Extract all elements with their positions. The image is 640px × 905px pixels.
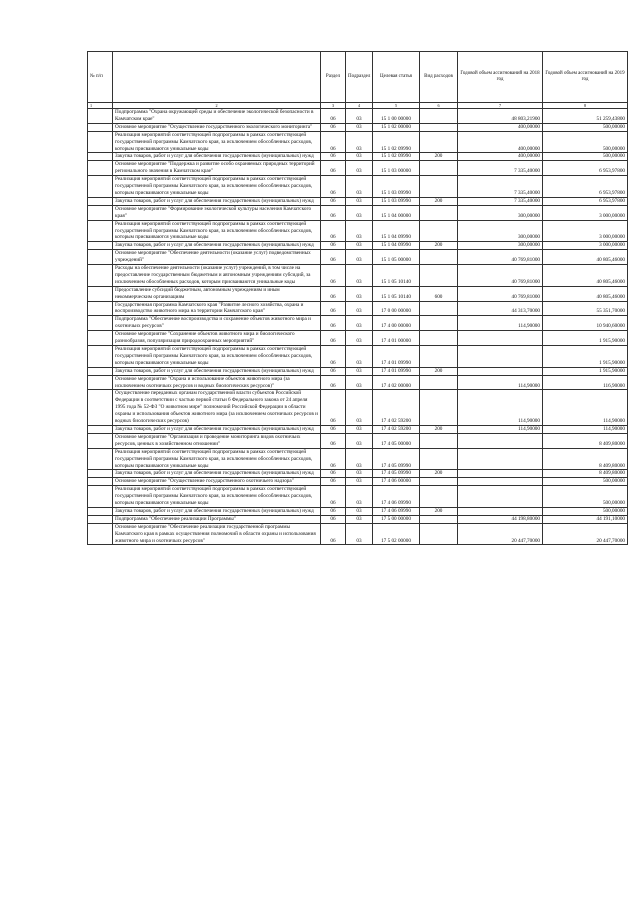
col-number: 8 — [543, 103, 628, 109]
row-expense-type — [420, 250, 458, 265]
row-expense-type — [420, 375, 458, 390]
row-amount-2019: 8 409,80000 — [543, 448, 628, 470]
row-expense-type: 200 — [420, 507, 458, 515]
row-podrazdel: 03 — [346, 153, 373, 161]
table-row — [88, 250, 628, 265]
row-name: Основное мероприятие "Охрана и использование объектов животного мира (за исключением охотничьих ресурсов и водных биологических ресурсов)" — [113, 375, 321, 390]
row-number — [88, 470, 113, 478]
row-target-article: 17 4 02 59200 — [373, 425, 420, 433]
row-number — [88, 367, 113, 375]
row-target-article: 17 0 00 00000 — [373, 301, 420, 316]
row-target-article: 17 5 02 00000 — [373, 523, 420, 545]
row-number — [88, 331, 113, 346]
table-row — [88, 507, 628, 515]
row-razdel: 06 — [321, 478, 346, 486]
row-target-article: 15 1 05 10140 — [373, 286, 420, 301]
row-expense-type: 200 — [420, 153, 458, 161]
row-expense-type — [420, 123, 458, 131]
table-row — [88, 390, 628, 426]
row-name: Основное мероприятие "Обеспечение деятельности (оказание услуг) подведомственных учреждений" — [113, 250, 321, 265]
row-target-article: 17 4 06 09990 — [373, 486, 420, 508]
table-row — [88, 478, 628, 486]
row-amount-2018: 44 198,80000 — [458, 515, 543, 523]
row-number — [88, 242, 113, 250]
row-name: Закупка товаров, работ и услуг для обеспечения государственных (муниципальных) нужд — [113, 470, 321, 478]
row-amount-2019: 1 915,90000 — [543, 346, 628, 368]
table-row — [88, 197, 628, 205]
col-number: 4 — [346, 103, 373, 109]
row-target-article: 17 5 00 00000 — [373, 515, 420, 523]
row-podrazdel: 03 — [346, 161, 373, 176]
row-name: Подпрограмма "Охрана окружающей среды и обеспечение экологической безопасности в Камчатском крае" — [113, 109, 321, 124]
row-razdel: 06 — [321, 390, 346, 426]
row-amount-2018: 20 447,70000 — [458, 523, 543, 545]
col-header-2018: Годовой объем ассигнований на 2018 год — [458, 52, 543, 103]
table-row — [88, 176, 628, 198]
row-amount-2019: 500,00000 — [543, 123, 628, 131]
row-number — [88, 220, 113, 242]
row-expense-type — [420, 486, 458, 508]
row-number — [88, 507, 113, 515]
row-number — [88, 205, 113, 220]
col-header-vr: Вид расходов — [420, 52, 458, 103]
row-podrazdel: 03 — [346, 331, 373, 346]
row-amount-2019: 20 447,70000 — [543, 523, 628, 545]
row-razdel: 06 — [321, 301, 346, 316]
row-razdel: 06 — [321, 316, 346, 331]
row-name: Основное мероприятие "Поддержка и развитие особо охраняемых природных территорий регионального значения в Камчатском крае" — [113, 161, 321, 176]
row-expense-type — [420, 478, 458, 486]
row-amount-2018: 400,00000 — [458, 123, 543, 131]
row-razdel: 06 — [321, 433, 346, 448]
row-razdel: 06 — [321, 242, 346, 250]
row-number — [88, 523, 113, 545]
row-number — [88, 286, 113, 301]
table-row — [88, 448, 628, 470]
row-expense-type — [420, 523, 458, 545]
row-name: Подпрограмма "Обеспечение реализации Программы" — [113, 515, 321, 523]
table-row — [88, 242, 628, 250]
row-target-article: 15 1 03 09990 — [373, 197, 420, 205]
row-name: Расходы на обеспечение деятельности (оказание услуг) учреждений, в том числе на предоставление государственным бюджетным и автономным учреждениям субсидий, за исключением обособленных расходов, которым присваиваются уникальные коды — [113, 265, 321, 287]
row-amount-2018: 400,00000 — [458, 153, 543, 161]
row-amount-2019: 500,00000 — [543, 131, 628, 153]
row-expense-type — [420, 205, 458, 220]
row-podrazdel: 03 — [346, 470, 373, 478]
row-name: Предоставление субсидий бюджетным, автономным учреждениям и иным некоммерческим организациям — [113, 286, 321, 301]
row-amount-2019: 116,90000 — [543, 375, 628, 390]
row-amount-2019: 6 953,97800 — [543, 161, 628, 176]
row-number — [88, 123, 113, 131]
row-name: Закупка товаров, работ и услуг для обеспечения государственных (муниципальных) нужд — [113, 507, 321, 515]
row-podrazdel: 03 — [346, 176, 373, 198]
row-amount-2019: 51 259,43800 — [543, 109, 628, 124]
row-amount-2019: 114,90000 — [543, 425, 628, 433]
table-row — [88, 301, 628, 316]
row-amount-2018: 7 335,40000 — [458, 197, 543, 205]
table-row — [88, 265, 628, 287]
row-amount-2018: 44 313,70000 — [458, 301, 543, 316]
row-razdel: 06 — [321, 367, 346, 375]
row-target-article: 17 4 01 09990 — [373, 346, 420, 368]
col-header-razdel: Раздел — [321, 52, 346, 103]
row-number — [88, 390, 113, 426]
row-podrazdel: 03 — [346, 316, 373, 331]
row-amount-2019: 500,00000 — [543, 478, 628, 486]
row-number — [88, 197, 113, 205]
row-target-article: 17 4 00 00000 — [373, 316, 420, 331]
row-expense-type — [420, 316, 458, 331]
row-razdel: 06 — [321, 161, 346, 176]
row-podrazdel: 03 — [346, 486, 373, 508]
row-target-article: 15 1 00 00000 — [373, 109, 420, 124]
row-target-article: 17 4 06 00000 — [373, 478, 420, 486]
row-podrazdel: 03 — [346, 375, 373, 390]
row-expense-type — [420, 109, 458, 124]
row-podrazdel: 03 — [346, 346, 373, 368]
row-expense-type: 200 — [420, 425, 458, 433]
row-target-article: 15 1 05 10140 — [373, 265, 420, 287]
col-number: 3 — [321, 103, 346, 109]
table-row — [88, 109, 628, 124]
col-header-name — [113, 52, 321, 103]
row-number — [88, 478, 113, 486]
row-expense-type — [420, 176, 458, 198]
col-number: 2 — [113, 103, 321, 109]
row-amount-2018: 300,00000 — [458, 220, 543, 242]
row-podrazdel: 03 — [346, 286, 373, 301]
row-amount-2018: 300,00000 — [458, 242, 543, 250]
row-amount-2019: 114,90000 — [543, 390, 628, 426]
col-number: 1 — [88, 103, 113, 109]
row-amount-2019: 40 805,46000 — [543, 265, 628, 287]
row-target-article: 15 1 04 00000 — [373, 205, 420, 220]
row-podrazdel: 03 — [346, 425, 373, 433]
row-amount-2018 — [458, 331, 543, 346]
row-number — [88, 153, 113, 161]
row-razdel: 06 — [321, 523, 346, 545]
row-expense-type: 200 — [420, 242, 458, 250]
row-expense-type — [420, 265, 458, 287]
row-amount-2019: 6 953,97800 — [543, 176, 628, 198]
row-razdel: 06 — [321, 153, 346, 161]
row-number — [88, 301, 113, 316]
row-razdel: 06 — [321, 197, 346, 205]
row-target-article: 15 1 02 09990 — [373, 153, 420, 161]
header-row — [88, 52, 628, 103]
row-expense-type — [420, 515, 458, 523]
row-name: Закупка товаров, работ и услуг для обеспечения государственных (муниципальных) нужд — [113, 153, 321, 161]
row-expense-type: 600 — [420, 286, 458, 301]
row-name: Закупка товаров, работ и услуг для обеспечения государственных (муниципальных) нужд — [113, 425, 321, 433]
row-expense-type — [420, 131, 458, 153]
row-amount-2019: 1 915,90000 — [543, 367, 628, 375]
row-name: Осуществление переданных органам государственной власти субъектов Российской Федерации в соответствии с частью первой статьи 6 Федерального закона от 24 апреля 1995 года № 52-ФЗ "О животном мире" полномочий Российской Федерации в области охраны и использования объектов животного мира (за исключением охотничьих ресурсов и водных биологических ресурсов) — [113, 390, 321, 426]
row-razdel: 06 — [321, 470, 346, 478]
row-razdel: 06 — [321, 515, 346, 523]
row-target-article: 17 4 02 00000 — [373, 375, 420, 390]
row-amount-2019: 6 953,97800 — [543, 197, 628, 205]
row-podrazdel: 03 — [346, 123, 373, 131]
row-amount-2019: 40 805,46000 — [543, 286, 628, 301]
row-amount-2019: 44 191,10000 — [543, 515, 628, 523]
row-number — [88, 250, 113, 265]
row-amount-2018: 7 335,40000 — [458, 161, 543, 176]
row-razdel: 06 — [321, 425, 346, 433]
row-amount-2019: 55 351,70000 — [543, 301, 628, 316]
table-row — [88, 123, 628, 131]
row-razdel: 06 — [321, 250, 346, 265]
row-amount-2018: 114,90000 — [458, 375, 543, 390]
row-amount-2018: 40 769,81000 — [458, 250, 543, 265]
row-amount-2019: 40 805,46000 — [543, 250, 628, 265]
row-razdel: 06 — [321, 109, 346, 124]
row-name: Реализация мероприятий соответствующей подпрограммы в рамках соответствующей государственной программы Камчатского края, за исключением обособленных расходов, которым присваиваются уникальные коды — [113, 176, 321, 198]
row-expense-type — [420, 346, 458, 368]
row-name: Основное мероприятие "Обеспечение реализации государственной программы Камчатского края в рамках осуществления полномочий в области охраны и использования животного мира и охотничьих ресурсов" — [113, 523, 321, 545]
row-number — [88, 131, 113, 153]
row-podrazdel: 03 — [346, 220, 373, 242]
row-amount-2018 — [458, 507, 543, 515]
row-name: Государственная программа Камчатского края "Развитие лесного хозяйства, охрана и воспроизводство животного мира на территории Камчатского края" — [113, 301, 321, 316]
row-target-article: 17 4 01 00000 — [373, 331, 420, 346]
row-name: Закупка товаров, работ и услуг для обеспечения государственных (муниципальных) нужд — [113, 242, 321, 250]
row-number — [88, 161, 113, 176]
row-number — [88, 265, 113, 287]
row-target-article: 15 1 03 09990 — [373, 176, 420, 198]
row-podrazdel: 03 — [346, 265, 373, 287]
table-row — [88, 515, 628, 523]
row-podrazdel: 03 — [346, 250, 373, 265]
row-amount-2018 — [458, 478, 543, 486]
row-amount-2019: 500,00000 — [543, 507, 628, 515]
row-podrazdel: 03 — [346, 109, 373, 124]
row-podrazdel: 03 — [346, 367, 373, 375]
col-number: 5 — [373, 103, 420, 109]
row-target-article: 17 4 05 09990 — [373, 470, 420, 478]
row-amount-2018: 300,00000 — [458, 205, 543, 220]
row-number — [88, 176, 113, 198]
row-expense-type: 200 — [420, 197, 458, 205]
row-amount-2019: 8 409,80000 — [543, 470, 628, 478]
row-razdel: 06 — [321, 507, 346, 515]
table-row — [88, 425, 628, 433]
row-podrazdel: 03 — [346, 301, 373, 316]
row-amount-2018: 400,00000 — [458, 131, 543, 153]
col-number: 7 — [458, 103, 543, 109]
row-podrazdel: 03 — [346, 448, 373, 470]
row-target-article: 17 4 05 09990 — [373, 448, 420, 470]
row-amount-2018: 48 803,21900 — [458, 109, 543, 124]
col-number: 6 — [420, 103, 458, 109]
row-name: Реализация мероприятий соответствующей подпрограммы в рамках соответствующей государственной программы Камчатского края, за исключением обособленных расходов, которым присваиваются уникальные коды — [113, 448, 321, 470]
row-amount-2019: 3 000,00000 — [543, 242, 628, 250]
row-razdel: 06 — [321, 131, 346, 153]
row-name: Реализация мероприятий соответствующей подпрограммы в рамках соответствующей государственной программы Камчатского края, за исключением обособленных расходов, которым присваиваются уникальные коды — [113, 131, 321, 153]
row-razdel: 06 — [321, 123, 346, 131]
row-name: Реализация мероприятий соответствующей подпрограммы в рамках соответствующей государственной программы Камчатского края, за исключением обособленных расходов, которым присваиваются уникальные коды — [113, 220, 321, 242]
row-amount-2019: 10 940,60000 — [543, 316, 628, 331]
row-podrazdel: 03 — [346, 523, 373, 545]
row-amount-2018 — [458, 448, 543, 470]
row-target-article: 15 1 04 09990 — [373, 220, 420, 242]
row-razdel: 06 — [321, 265, 346, 287]
row-podrazdel: 03 — [346, 433, 373, 448]
budget-table — [87, 51, 628, 545]
row-number — [88, 375, 113, 390]
row-target-article: 15 1 04 09990 — [373, 242, 420, 250]
row-razdel: 06 — [321, 375, 346, 390]
row-name: Основное мероприятие "Организация и проведение мониторинга видов охотничьих ресурсов, ценных в хозяйственном отношении" — [113, 433, 321, 448]
row-amount-2018 — [458, 470, 543, 478]
row-expense-type — [420, 390, 458, 426]
row-name: Закупка товаров, работ и услуг для обеспечения государственных (муниципальных) нужд — [113, 367, 321, 375]
row-target-article: 15 1 05 00000 — [373, 250, 420, 265]
row-podrazdel: 03 — [346, 515, 373, 523]
col-header-target: Целевая статья — [373, 52, 420, 103]
row-razdel: 06 — [321, 220, 346, 242]
row-expense-type — [420, 433, 458, 448]
row-podrazdel: 03 — [346, 205, 373, 220]
row-podrazdel: 03 — [346, 478, 373, 486]
row-name: Подпрограмма "Обеспечение воспроизводства и сохранение объектов животного мира и охотничьих ресурсов" — [113, 316, 321, 331]
row-podrazdel: 03 — [346, 197, 373, 205]
table-row — [88, 131, 628, 153]
table-row — [88, 331, 628, 346]
row-amount-2018 — [458, 367, 543, 375]
row-podrazdel: 03 — [346, 242, 373, 250]
row-expense-type — [420, 161, 458, 176]
row-target-article: 17 4 02 59200 — [373, 390, 420, 426]
row-number — [88, 448, 113, 470]
row-amount-2019: 3 000,00000 — [543, 205, 628, 220]
row-razdel: 06 — [321, 486, 346, 508]
row-amount-2018: 114,90000 — [458, 425, 543, 433]
row-podrazdel: 03 — [346, 507, 373, 515]
row-amount-2018 — [458, 486, 543, 508]
row-number — [88, 486, 113, 508]
row-name: Основное мероприятие "Осуществление государственного охотничьего надзора" — [113, 478, 321, 486]
table-row — [88, 367, 628, 375]
col-header-num: № п/п — [88, 52, 113, 103]
row-amount-2018: 40 769,81000 — [458, 265, 543, 287]
row-amount-2019: 500,00000 — [543, 153, 628, 161]
row-amount-2018 — [458, 346, 543, 368]
row-target-article: 17 4 05 00000 — [373, 433, 420, 448]
row-name: Основное мероприятие "Сохранение объектов животного мира и биологического разнообразия, популяризация природоохранных мероприятий" — [113, 331, 321, 346]
row-razdel: 06 — [321, 286, 346, 301]
row-podrazdel: 03 — [346, 390, 373, 426]
row-razdel: 06 — [321, 331, 346, 346]
table-row — [88, 346, 628, 368]
col-header-2019: Годовой объем ассигнований на 2019 год — [543, 52, 628, 103]
row-expense-type: 200 — [420, 367, 458, 375]
row-number — [88, 433, 113, 448]
row-target-article: 15 1 02 00000 — [373, 123, 420, 131]
row-razdel: 06 — [321, 176, 346, 198]
row-amount-2018 — [458, 433, 543, 448]
row-target-article: 17 4 06 09990 — [373, 507, 420, 515]
row-number — [88, 316, 113, 331]
table-row — [88, 286, 628, 301]
table-row — [88, 486, 628, 508]
table-row — [88, 316, 628, 331]
row-amount-2019: 1 915,90000 — [543, 331, 628, 346]
row-number — [88, 515, 113, 523]
table-row — [88, 220, 628, 242]
row-expense-type: 200 — [420, 470, 458, 478]
row-name: Реализация мероприятий соответствующей подпрограммы в рамках соответствующей государственной программы Камчатского края, за исключением обособленных расходов, которым присваиваются уникальные коды — [113, 486, 321, 508]
table-body — [88, 109, 628, 545]
row-amount-2019: 3 000,00000 — [543, 220, 628, 242]
row-name: Закупка товаров, работ и услуг для обеспечения государственных (муниципальных) нужд — [113, 197, 321, 205]
table-row — [88, 523, 628, 545]
row-name: Реализация мероприятий соответствующей подпрограммы в рамках соответствующей государственной программы Камчатского края, за исключением обособленных расходов, которым присваиваются уникальные коды — [113, 346, 321, 368]
row-name: Основное мероприятие "Формирование экологической культуры населения Камчатского края" — [113, 205, 321, 220]
row-number — [88, 425, 113, 433]
table-row — [88, 375, 628, 390]
row-razdel: 06 — [321, 448, 346, 470]
row-number — [88, 109, 113, 124]
table-row — [88, 161, 628, 176]
row-target-article: 15 1 03 00000 — [373, 161, 420, 176]
row-expense-type — [420, 301, 458, 316]
row-amount-2019: 500,00000 — [543, 486, 628, 508]
row-podrazdel: 03 — [346, 131, 373, 153]
table-row — [88, 205, 628, 220]
table-row — [88, 470, 628, 478]
row-amount-2019: 8 409,80000 — [543, 433, 628, 448]
row-expense-type — [420, 448, 458, 470]
row-razdel: 06 — [321, 205, 346, 220]
row-name: Основное мероприятие "Осуществление государственного экологического мониторинга" — [113, 123, 321, 131]
table-row — [88, 433, 628, 448]
table-row — [88, 153, 628, 161]
row-target-article: 17 4 01 09990 — [373, 367, 420, 375]
row-expense-type — [420, 220, 458, 242]
row-expense-type — [420, 331, 458, 346]
row-target-article: 15 1 02 09990 — [373, 131, 420, 153]
row-amount-2018: 7 335,40000 — [458, 176, 543, 198]
row-amount-2018: 114,90000 — [458, 316, 543, 331]
budget-sheet — [87, 51, 627, 545]
row-razdel: 06 — [321, 346, 346, 368]
row-amount-2018: 114,90000 — [458, 390, 543, 426]
row-number — [88, 346, 113, 368]
row-amount-2018: 40 769,81000 — [458, 286, 543, 301]
col-header-podrazdel: Подраздел — [346, 52, 373, 103]
